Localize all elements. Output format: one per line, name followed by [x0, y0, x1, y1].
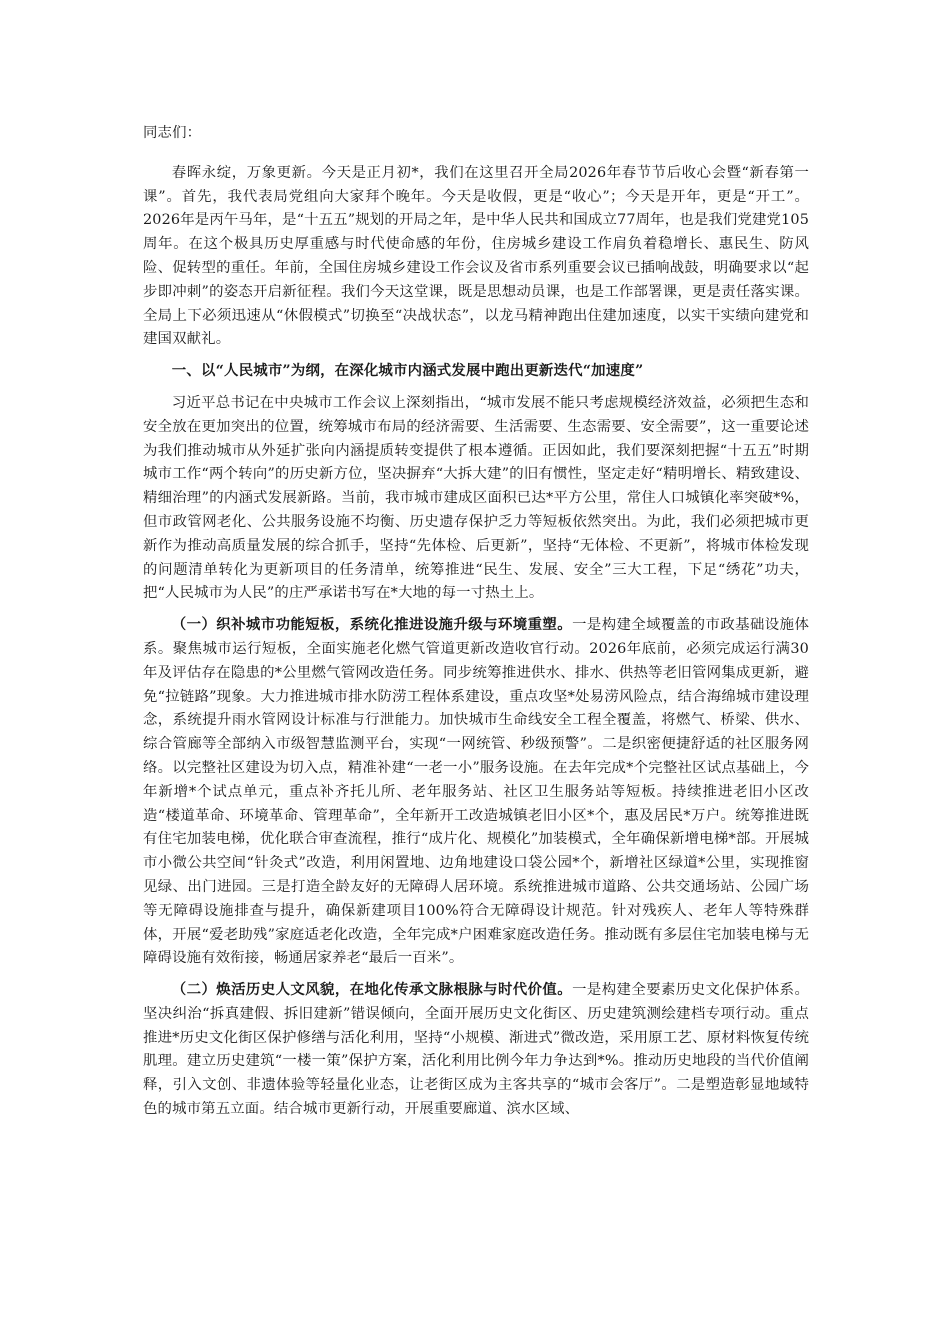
- subsection-1-paragraph: [143, 613, 809, 971]
- subsection-2-paragraph: [143, 978, 809, 1122]
- subsection-2-title: （二）焕活历史人文风貌，在地化传承文脉根脉与时代价值。: [171, 981, 573, 999]
- intro-paragraph: 春晖永绽，万象更新。今天是正月初*，我们在这里召开全局2026年春节节后收心会暨“新春第一课”。首先，我代表局党组向大家拜个晚年。今天是收假，更是“收心”；今天是开年，更是“开工”。2026年是丙午马年，是“十五五”规划的开局之年，是中华人民共和国成立77周年，也是我们党建党105周年。在这个极具历史厚重感与时代使命感的年份，住房城乡建设工作肩负着稳增长、惠民生、防风险、促转型的重任。年前，全国住房城乡建设工作会议及省市系列重要会议已插响战鼓，明确要求以“起步即冲刺”的姿态开启新征程。我们今天这堂课，既是思想动员课，也是工作部署课，更是责任落实课。全局上下必须迅速从“休假模式”切换至“决战状态”，以龙马精神跑出住建加速度，以实干实绩向建党和建国双献礼。: [143, 164, 809, 348]
- subsection-1-title: （一）织补城市功能短板，系统化推进设施升级与环境重塑。: [171, 616, 573, 634]
- document-page: [143, 122, 809, 1129]
- section-1-paragraph: 习近平总书记在中央城市工作会议上深刻指出，“城市发展不能只考虑规模经济效益，必须把生态和安全放在更加突出的位置，统筹城市布局的经济需要、生活需要、生态需要、安全需要”，这一重要论述为我们推动城市从外延扩张向内涵提质转变提供了根本遵循。正因如此，我们要深刻把握“十五五”时期城市工作“两个转向”的历史新方位，坚决摒弃“大拆大建”的旧有惯性，坚定走好“精明增长、精致建设、精细治理”的内涵式发展新路。当前，我市城市建成区面积已达*平方公里，常住人口城镇化率突破*%，但市政管网老化、公共服务设施不均衡、历史遗存保护乏力等短板依然突出。为此，我们必须把城市更新作为推动高质量发展的综合抓手，坚持“先体检、后更新”，坚持“无体检、不更新”，将城市体检发现的问题清单转化为更新项目的任务清单，统筹推进“民生、发展、安全”三大工程，下足“绣花”功夫，把“人民城市为人民”的庄严承诺书写在*大地的每一寸热土上。: [143, 394, 809, 602]
- section-1-heading: 一、以“人民城市”为纲，在深化城市内涵式发展中跑出更新迭代“加速度”: [171, 362, 644, 380]
- greeting: 同志们：: [143, 125, 202, 141]
- subsection-2-body: 一是构建全要素历史文化保护体系。坚决纠治“拆真建假、拆旧建新”错误倾向，全面开展历史文化街区、历史建筑测绘建档专项行动。重点推进*历史文化街区保护修缮与活化利用，坚持“小规模、渐进式”微改造，采用原工艺、原材料恢复传统肌理。建立历史建筑“一楼一策”保护方案，活化利用比例今年力争达到*%。推动历史地段的当代价值阐释，引入文创、非遗体验等轻量化业态，让老街区成为主客共享的“城市会客厅”。二是塑造彰显地域特色的城市第五立面。结合城市更新行动，开展重要廊道、滨水区域、: [143, 982, 809, 1118]
- subsection-1-body: 一是构建全域覆盖的市政基础设施体系。聚焦城市运行短板，全面实施老化燃气管道更新改造收官行动。2026年底前，必须完成运行满30年及评估存在隐患的*公里燃气管网改造任务。同步统筹推进供水、排水、供热等老旧管网集成更新，避免“拉链路”现象。大力推进城市排水防涝工程体系建设，重点攻坚*处易涝风险点，结合海绵城市建设理念，系统提升雨水管网设计标准与行泄能力。加快城市生命线安全工程全覆盖，将燃气、桥梁、供水、综合管廊等全部纳入市级智慧监测平台，实现“一网统管、秒级预警”。二是织密便捷舒适的社区服务网络。以完整社区建设为切入点，精准补建“一老一小”服务设施。在去年完成*个完整社区试点基础上，今年新增*个试点单元，重点补齐托儿所、老年服务站、社区卫生服务站等短板。持续推进老旧小区改造“楼道革命、环境革命、管理革命”，全年新开工改造城镇老旧小区*个，惠及居民*万户。统筹推进既有住宅加装电梯，优化联合审查流程，推行“成片化、规模化”加装模式，全年确保新增电梯*部。开展城市小微公共空间“针灸式”改造，利用闲置地、边角地建设口袋公园*个，新增社区绿道*公里，实现推窗见绿、出门进园。三是打造全龄友好的无障碍人居环境。系统推进城市道路、公共交通场站、公园广场等无障碍设施排查与提升，确保新建项目100%符合无障碍设计规范。针对残疾人、老年人等特殊群体，开展“爱老助残”家庭适老化改造，全年完成*户困难家庭改造任务。推动既有多层住宅加装电梯与无障碍设施有效衔接，畅通居家养老“最后一百米”。: [143, 617, 809, 967]
